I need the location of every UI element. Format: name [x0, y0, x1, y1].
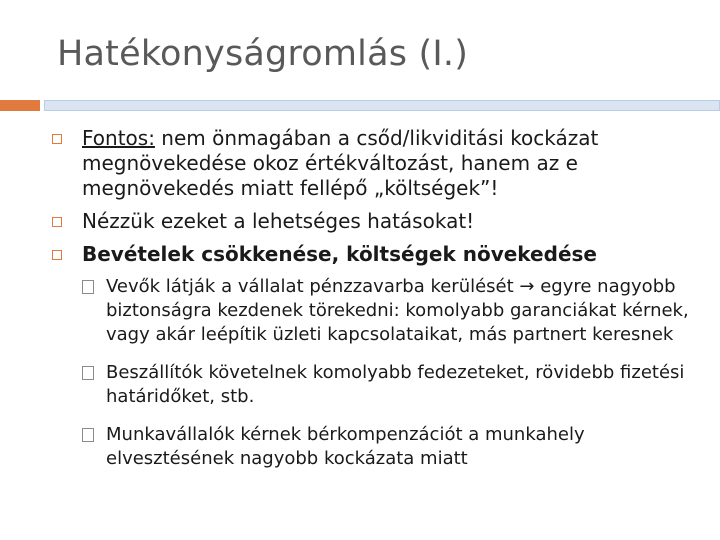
- square-sub-bullet-icon: [82, 366, 94, 380]
- title-divider-bar: [44, 100, 720, 111]
- square-sub-bullet-icon: [82, 428, 94, 442]
- page-title: Hatékonyságromlás (I.): [57, 34, 469, 74]
- square-bullet-icon: [52, 250, 62, 260]
- bullet-lead: Fontos:: [82, 126, 155, 150]
- sub-bullet-suppliers: [82, 361, 700, 409]
- sub-bullet-list: [82, 275, 700, 471]
- bullet-important: [50, 126, 700, 201]
- sub-bullet-text: Munkavállalók kérnek bérkompenzációt a munkahely elvesztésének nagyobb kockázata miatt: [106, 424, 585, 469]
- slide-content: [50, 126, 700, 485]
- title-accent-bar: [0, 100, 40, 111]
- square-bullet-icon: [52, 134, 62, 144]
- bullet-text: Bevételek csökkenése, költségek növekedése: [82, 242, 597, 266]
- sub-bullet-employees: [82, 423, 700, 471]
- square-bullet-icon: [52, 217, 62, 227]
- bullet-text: nem önmagában a csőd/likviditási kockázat megnövekedése okoz értékváltozást, hanem az e megnövekedés miatt fellépő „költségek”!: [82, 126, 599, 200]
- sub-bullet-customers: [82, 275, 700, 347]
- bullet-revenue-costs: [50, 242, 700, 267]
- sub-bullet-text: Beszállítók követelnek komolyabb fedezeteket, rövidebb fizetési határidőket, stb.: [106, 362, 685, 407]
- bullet-look-at-effects: [50, 209, 700, 234]
- sub-bullet-text: Vevők látják a vállalat pénzzavarba kerülését → egyre nagyobb biztonságra kezdenek törekedni: komolyabb garanciákat kérnek, vagy akár leépítik üzleti kapcsolataikat, más partnert keresnek: [106, 276, 689, 345]
- square-sub-bullet-icon: [82, 280, 94, 294]
- bullet-text: Nézzük ezeket a lehetséges hatásokat!: [82, 209, 475, 233]
